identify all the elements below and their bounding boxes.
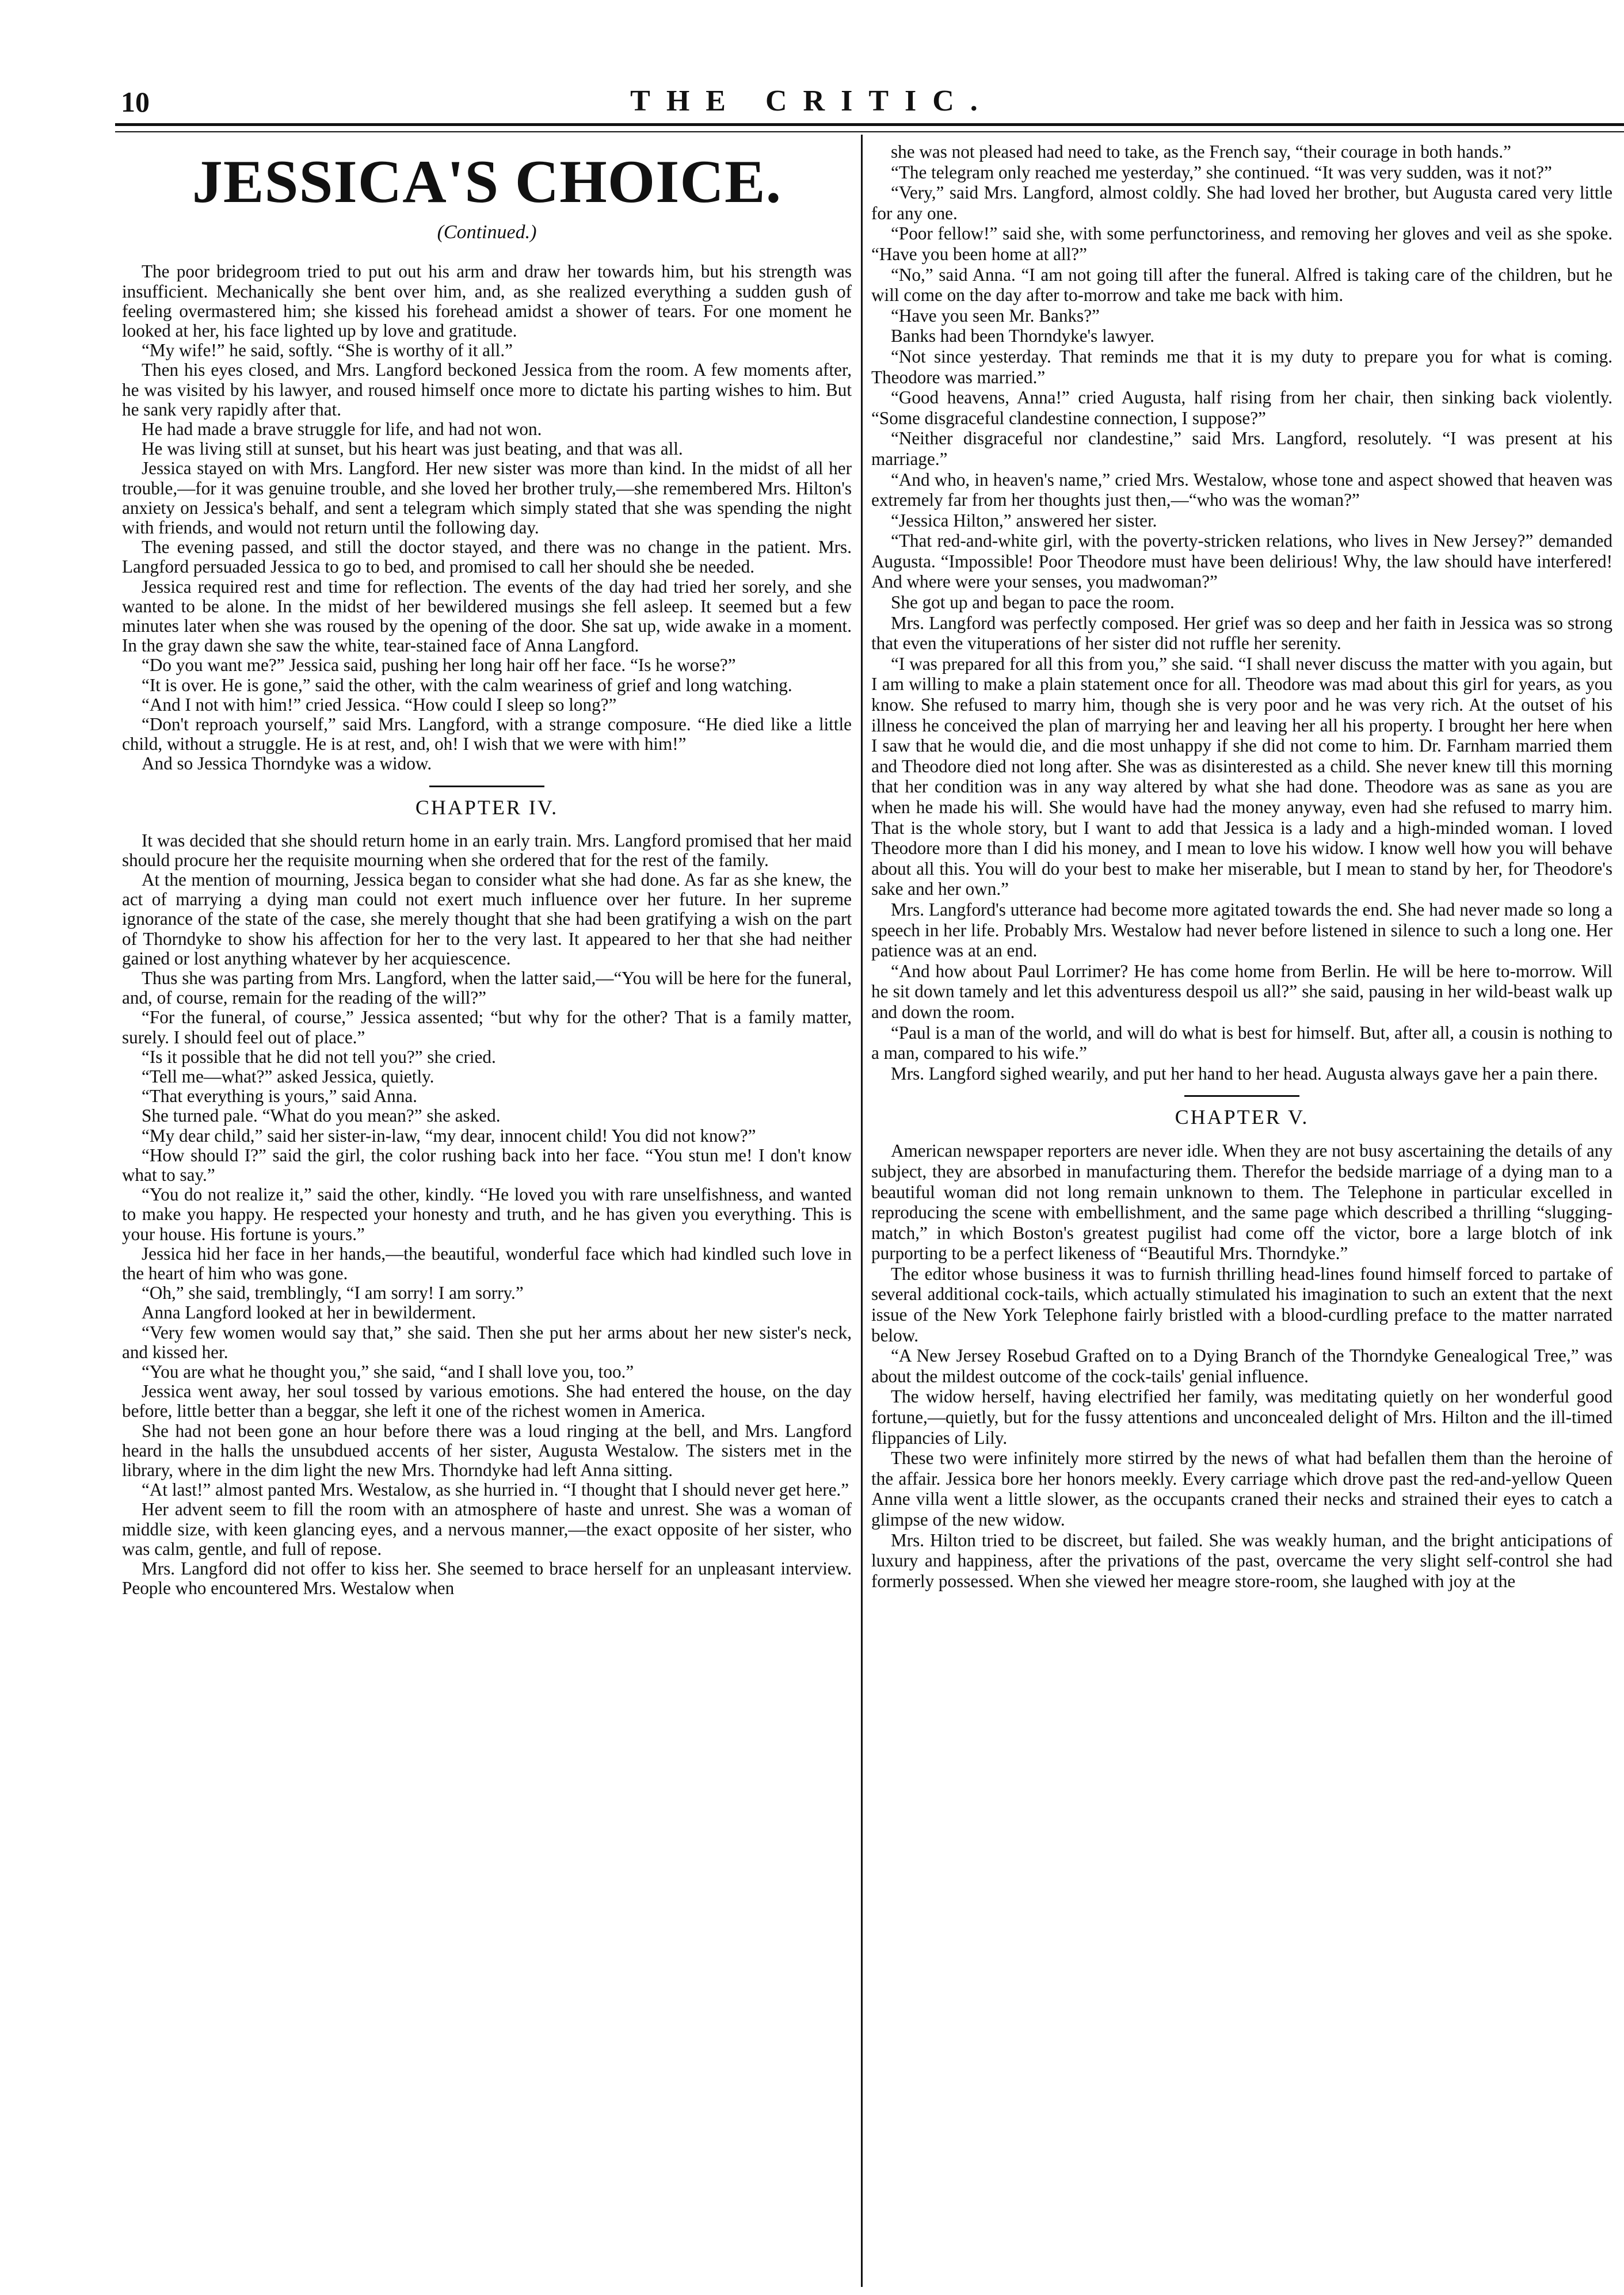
paragraph: “And I not with him!” cried Jessica. “How could I sleep so long?” xyxy=(142,694,617,715)
paragraph: she was not pleased had need to take, as the French say, “their courage in both hands.” xyxy=(891,142,1511,162)
paragraph: Jessica stayed on with Mrs. Langford. Her new sister was more than kind. In the midst of all her trouble,—for it was genuine trouble, and she loved her brother truly,—she remembered Mrs. Hilton's anxiety on Jessica's behalf, and sent a telegram which simply stated that she was spending the night with friends, and would not return until the following day. xyxy=(122,458,852,537)
story-subtitle: (Continued.) xyxy=(437,222,537,243)
paragraph: The widow herself, having electrified her family, was meditating quietly on her wonderful good fortune,—quietly, but for the fussy attentions and unconcealed delight of Mrs. Hilton and the ill-timed flippancies of Lily. xyxy=(871,1386,1612,1448)
paragraph: The evening passed, and still the doctor stayed, and there was no change in the patient. Mrs. Langford persuaded Jessica to go to bed, and promised to call her should she be needed. xyxy=(122,537,852,577)
story-title: JESSICA'S CHOICE. xyxy=(192,148,782,215)
paragraph: “A New Jersey Rosebud Grafted on to a Dying Branch of the Thorndyke Genealogical Tree,” was about the mildest outcome of the cock-tails' genial influence. xyxy=(871,1345,1612,1386)
paragraph: American newspaper reporters are never idle. When they are not busy ascertaining the details of any subject, they are absorbed in manufacturing them. Therefor the bedside marriage of a dying man to a beautiful woman did not long remain unknown to them. The Telephone in particular excelled in reproducing the scene with embellishment, and the same page which described a thrilling “slugging-match,” in which Boston's greatest pugilist had come off the victor, bore a large blotch of ink purporting to be a perfect likeness of “Beautiful Mrs. Thorndyke.” xyxy=(871,1141,1612,1264)
paragraph: Mrs. Langford sighed wearily, and put her hand to her head. Augusta always gave her a pain there. xyxy=(891,1063,1598,1084)
paragraph: Jessica required rest and time for reflection. The events of the day had tried her sorely, and she wanted to be alone. In the midst of her bewildered musings she fell asleep. It seemed but a few minutes later when she was roused by the opening of the door. She sat up, wide awake in a moment. In the gray dawn she saw the white, tear-stained face of Anna Langford. xyxy=(122,576,852,656)
paragraph: “Neither disgraceful nor clandestine,” said Mrs. Langford, resolutely. “I was present at his marriage.” xyxy=(871,428,1612,469)
paragraph: He had made a brave struggle for life, and had not won. xyxy=(142,418,542,439)
paragraph: “Oh,” she said, tremblingly, “I am sorry! I am sorry.” xyxy=(142,1283,524,1303)
paragraph: And so Jessica Thorndyke was a widow. xyxy=(142,753,432,774)
paragraph: Jessica went away, her soul tossed by various emotions. She had entered the house, on the day before, little better than a beggar, she left it one of the richest women in America. xyxy=(122,1381,852,1421)
paragraph: “How should I?” said the girl, the color rushing back into her face. “You stun me! I don't know what to say.” xyxy=(122,1145,852,1185)
left-column xyxy=(122,142,852,2282)
column-divider xyxy=(861,135,863,2287)
paragraph: “Very few women would say that,” she said. Then she put her arms about her new sister's neck, and kissed her. xyxy=(122,1322,852,1362)
paragraph: “It is over. He is gone,” said the other, with the calm weariness of grief and long watching. xyxy=(142,674,792,695)
paragraph: “Not since yesterday. That reminds me that it is my duty to prepare you for what is coming. Theodore was married.” xyxy=(871,346,1612,387)
paragraph: Mrs. Langford was perfectly composed. Her grief was so deep and her faith in Jessica was so strong that even the vituperations of her sister did not ruffle her serenity. xyxy=(871,612,1612,654)
paragraph: “Poor fellow!” said she, with some perfunctoriness, and removing her gloves and veil as she spoke. “Have you been home at all?” xyxy=(871,223,1612,264)
paragraph: “Don't reproach yourself,” said Mrs. Langford, with a strange composure. “He died like a little child, without a struggle. He is at rest, and, oh! I wish that we were with him!” xyxy=(122,714,852,754)
paragraph: She got up and began to pace the room. xyxy=(891,592,1175,613)
chapter-rule xyxy=(429,786,544,787)
paragraph: Mrs. Hilton tried to be discreet, but failed. She was weakly human, and the bright anticipations of luxury and happiness, after the privations of the past, overcame the very slight self-control she had formerly possessed. When she viewed her meagre store-room, she laughed with joy at the xyxy=(871,1530,1612,1591)
paragraph: At the mention of mourning, Jessica began to consider what she had done. As far as she knew, the act of marrying a dying man could not exert much influence over her future. In her supreme ignorance of the state of the case, she merely thought that she had been gratifying a wish on the part of Thorndyke to show his affection for her to the very last. It appeared to her that she had neither gained or lost anything whatever by her acquiescence. xyxy=(122,869,852,969)
paragraph: It was decided that she should return home in an early train. Mrs. Langford promised that her maid should procure her the requisite mourning when she ordered that for the rest of the family. xyxy=(122,830,852,870)
paragraph: Mrs. Langford's utterance had become more agitated towards the end. She had never made so long a speech in her life. Probably Mrs. Westalow had never before listened in silence to such a long one. Her patience was at an end. xyxy=(871,899,1612,961)
paragraph: “That red-and-white girl, with the poverty-stricken relations, who lives in New Jersey?” demanded Augusta. “Impossible! Poor Theodore must have been delirious! Why, the law should have interfered! And where were your senses, you madwoman?” xyxy=(871,531,1612,592)
right-column xyxy=(871,142,1612,2282)
paragraph: She turned pale. “What do you mean?” she asked. xyxy=(142,1105,501,1126)
paragraph: The poor bridegroom tried to put out his arm and draw her towards him, but his strength was insufficient. Mechanically she bent over him, and, as she realized everything a sudden gush of feeling overmastered him; she kissed his forehead amidst a shower of tears. For one moment he looked at her, his face lighted up by love and gratitude. xyxy=(122,261,852,341)
paragraph: “Do you want me?” Jessica said, pushing her long hair off her face. “Is he worse?” xyxy=(142,655,736,676)
right-paragraphs-part-2 xyxy=(871,1141,1612,1591)
header-rule-thin xyxy=(115,131,1624,132)
paragraph: “You are what he thought you,” she said, “and I shall love you, too.” xyxy=(142,1362,634,1382)
paragraph: The editor whose business it was to furnish thrilling head-lines found himself forced to partake of several additional cock-tails, which actually stimulated his imagination to such an extent that the next issue of the New York Telephone fairly bristled with a blood-curdling preface to the matter narrated below. xyxy=(871,1263,1612,1345)
paragraph: Mrs. Langford did not offer to kiss her. She seemed to brace herself for an unpleasant interview. People who encountered Mrs. Westalow when xyxy=(122,1558,852,1599)
paragraph: “Good heavens, Anna!” cried Augusta, half rising from her chair, then sinking back violently. “Some disgraceful clandestine connection, I suppose?” xyxy=(871,387,1612,428)
paragraph: These two were infinitely more stirred by the news of what had befallen them than the heroine of the affair. Jessica bore her honors meekly. Every carriage which drove past the red-and-yellow Queen Anne villa went a little slower, as the occupants craned their necks and strained their eyes to catch a glimpse of the new widow. xyxy=(871,1448,1612,1530)
paragraph: “Jessica Hilton,” answered her sister. xyxy=(891,510,1157,531)
paragraph: “And who, in heaven's name,” cried Mrs. Westalow, whose tone and aspect showed that heaven was extremely far from her thoughts just then,—“who was the woman?” xyxy=(871,469,1612,510)
paragraph: “I was prepared for all this from you,” she said. “I shall never discuss the matter with you again, but I am willing to make a plain statement once for all. Theodore was mad about this girl for years, as you know. She refused to marry him, though she is very poor and he was very rich. At the outset of his illness he conceived the plan of marrying her and leaving her all his property. I brought her here when I saw that he would die, and die most unhappy if she did not come to him. Dr. Farnham married them and Theodore died not long after. She was as disinterested as a child. She never knew till this morning that her condition was in any way altered by what she had done. Theodore was as sane as you are when he made his will. She would have had the money anyway, even had she refused to marry him. That is the whole story, but I want to add that Jessica is a lady and a high-minded woman. I loved Theodore more than I did his money, and I mean to love his widow. I know well how you will behave about all this. You will do your best to make her miserable, but I mean to stand by her, for Theodore's sake and her own.” xyxy=(871,653,1612,899)
paragraph: “Very,” said Mrs. Langford, almost coldly. She had loved her brother, but Augusta cared very little for any one. xyxy=(871,182,1612,223)
paragraph: Anna Langford looked at her in bewilderment. xyxy=(142,1302,476,1323)
paragraph: “No,” said Anna. “I am not going till after the funeral. Alfred is taking care of the children, but he will come on the day after to-morrow and take me back with him. xyxy=(871,264,1612,306)
paragraph: Her advent seem to fill the room with an atmosphere of haste and unrest. She was a woman of middle size, with keen glancing eyes, and a nervous manner,—the exact opposite of her sister, who was calm, gentle, and full of repose. xyxy=(122,1499,852,1559)
left-paragraphs-part-2 xyxy=(122,831,852,1599)
paragraph: Banks had been Thorndyke's lawyer. xyxy=(891,326,1155,346)
paragraph: “Tell me—what?” asked Jessica, quietly. xyxy=(142,1066,434,1087)
chapter-heading-v: CHAPTER V. xyxy=(1175,1105,1309,1129)
paragraph: “That everything is yours,” said Anna. xyxy=(142,1086,417,1107)
left-paragraphs-part-1 xyxy=(122,262,852,773)
paragraph: She had not been gone an hour before there was a loud ringing at the bell, and Mrs. Langford heard in the halls the unsubdued accents of her sister, Augusta Westalow. The sisters met in the library, where in the dim light the new Mrs. Thorndyke had left Anna sitting. xyxy=(122,1420,852,1481)
paragraph: “At last!” almost panted Mrs. Westalow, as she hurried in. “I thought that I should never get here.” xyxy=(142,1480,849,1500)
paragraph: “Is it possible that he did not tell you?” she cried. xyxy=(142,1046,496,1067)
chapter-heading-iv: CHAPTER IV. xyxy=(415,795,559,819)
paragraph: “My wife!” he said, softly. “She is worthy of it all.” xyxy=(142,340,513,361)
paragraph: “Have you seen Mr. Banks?” xyxy=(891,305,1100,326)
paragraph: Then his eyes closed, and Mrs. Langford beckoned Jessica from the room. A few moments after, he was visited by his lawyer, and roused himself once more to dictate his parting wishes to him. But he sank very rapidly after that. xyxy=(122,360,852,420)
paragraph: “The telegram only reached me yesterday,” she continued. “It was very sudden, was it not?” xyxy=(891,162,1552,182)
header-rule-thick xyxy=(115,123,1624,126)
paragraph: Thus she was parting from Mrs. Langford, when the latter said,—“You will be here for the funeral, and, of course, remain for the reading of the will?” xyxy=(122,968,852,1008)
right-paragraphs-part-1 xyxy=(871,142,1612,1084)
paragraph: “For the funeral, of course,” Jessica assented; “but why for the other? That is a family matter, surely. I should feel out of place.” xyxy=(122,1007,852,1047)
publication-title: THE CRITIC. xyxy=(630,85,994,117)
paragraph: He was living still at sunset, but his heart was just beating, and that was all. xyxy=(142,439,683,459)
paragraph: Jessica hid her face in her hands,—the beautiful, wonderful face which had kindled such love in the heart of him who was gone. xyxy=(122,1243,852,1284)
paragraph: “Paul is a man of the world, and will do what is best for himself. But, after all, a cousin is nothing to a man, compared to his wife.” xyxy=(871,1022,1612,1063)
page-number: 10 xyxy=(121,86,150,118)
paragraph: “You do not realize it,” said the other, kindly. “He loved you with rare unselfishness, and wanted to make you happy. He respected your honesty and truth, and he has given you everything. This is your house. His fortune is yours.” xyxy=(122,1184,852,1244)
chapter-rule xyxy=(1184,1095,1299,1097)
paragraph: “And how about Paul Lorrimer? He has come home from Berlin. He will be here to-morrow. Will he sit down tamely and let this adventuress despoil us all?” she said, pausing in her wild-beast walk up and down the room. xyxy=(871,960,1612,1022)
paragraph: “My dear child,” said her sister-in-law, “my dear, innocent child! You did not know?” xyxy=(142,1125,756,1146)
